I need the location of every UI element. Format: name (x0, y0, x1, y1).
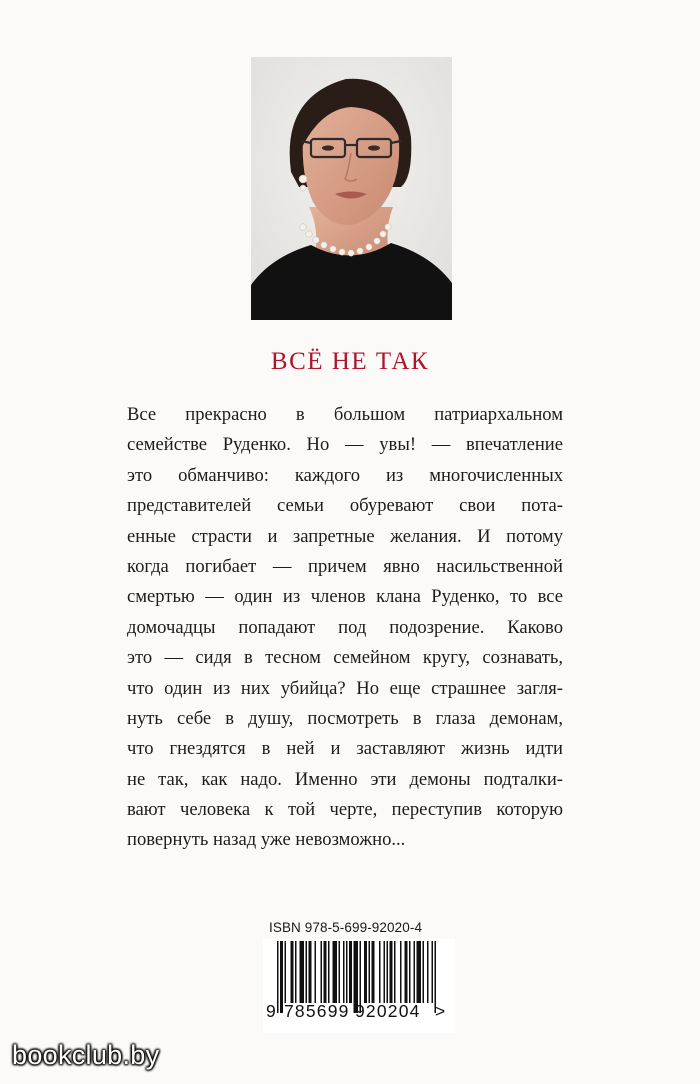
barcode (263, 939, 455, 1033)
blurb-line: енные страсти и запретные желания. И потому (127, 525, 563, 547)
barcode-bar (306, 941, 308, 1003)
barcode-group-left: 785699 (284, 1001, 350, 1021)
blurb-line: не так, как надо. Именно эти демоны подталки- (127, 768, 563, 790)
barcode-bar (300, 941, 305, 1003)
barcode-bar (315, 941, 317, 1003)
barcode-bar (328, 941, 330, 1003)
blurb-line: смертью — один из членов клана Руденко, то все (127, 586, 563, 608)
watermark: bookclub.by (12, 1040, 160, 1070)
barcode-bar (405, 941, 408, 1003)
blurb-line: семействе Руденко. Но — увы! — впечатление (127, 434, 563, 456)
barcode-bar (346, 941, 348, 1003)
isbn-label: ISBN 978-5-699-92020-4 (269, 920, 423, 935)
barcode-bar (390, 941, 393, 1003)
barcode-bar (384, 941, 386, 1003)
author-photo (251, 57, 452, 320)
barcode-bar (309, 941, 312, 1003)
blurb (127, 400, 563, 856)
barcode-bar (364, 941, 367, 1003)
barcode-bar (349, 941, 352, 1003)
barcode-bar (295, 941, 297, 1003)
blurb-line: это обманчиво: каждого из многочисленных (127, 464, 563, 486)
barcode-group-right: 920204 (355, 1001, 421, 1021)
barcode-bar (423, 941, 425, 1003)
barcode-bar (372, 941, 375, 1003)
barcode-bar (324, 941, 327, 1003)
blurb-line: что гнездятся в ней и заставляют жизнь идти (127, 738, 563, 760)
barcode-bar (387, 941, 389, 1003)
blurb-line: домочадцы попадают под подозрение. Каково (127, 616, 563, 638)
blurb-line: это — сидя в тесном семейном кругу, сознавать, (127, 647, 563, 669)
barcode-bar (339, 941, 341, 1003)
barcode-bar (427, 941, 429, 1003)
blurb-line: вают человека к той черте, переступив которую (127, 799, 563, 821)
barcode-bar (394, 941, 396, 1003)
book-title: ВСЁ НЕ ТАК (270, 348, 430, 375)
blurb-line: когда погибает — причем явно насильственной (127, 555, 563, 577)
barcode-bar (285, 941, 287, 1003)
barcode-bar (414, 941, 416, 1003)
barcode-quiet-zone-marker: > (435, 1001, 446, 1021)
blurb-line: что один из них убийца? Но еще страшнее загля- (127, 677, 563, 699)
blurb-line: представителей семьи обуревают свои пота- (127, 495, 563, 517)
barcode-bar (333, 941, 338, 1003)
barcode-bar (432, 941, 434, 1003)
blurb-line: Все прекрасно в большом патриархальном (127, 404, 563, 425)
blurb-line: нуть себе в душу, посмотреть в глаза демонам, (127, 707, 563, 729)
barcode-bar (379, 941, 381, 1003)
barcode-bar (291, 941, 294, 1003)
barcode-bar (400, 941, 402, 1003)
barcode-bar (409, 941, 411, 1003)
barcode-bar (343, 941, 345, 1003)
barcode-bar (417, 941, 422, 1003)
barcode-lead-digit: 9 (266, 1001, 276, 1021)
barcode-digits (263, 1001, 455, 1033)
author-portrait-icon (251, 57, 452, 320)
barcode-bar (369, 941, 371, 1003)
barcode-bar (321, 941, 323, 1003)
blurb-line: повернуть назад уже невозможно... (127, 829, 406, 851)
